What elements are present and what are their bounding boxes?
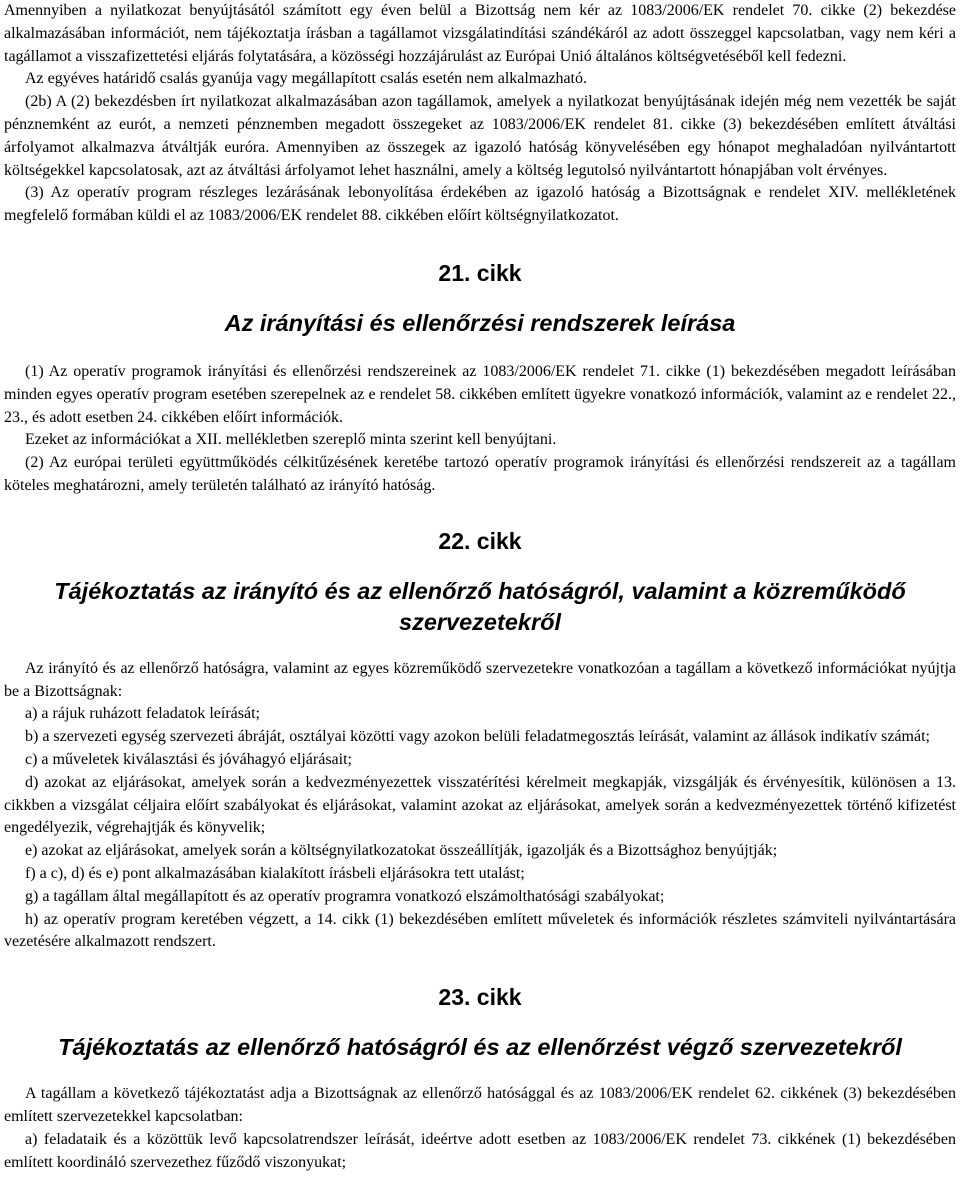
article-number: 23. cikk [438,984,522,1011]
article-paragraph: Ezeket az információkat a XII. mellékletben szereplő minta szerint kell benyújtani. [25,431,557,449]
list-item: c) a műveletek kiválasztási és jóváhagyó eljárásait; [25,750,352,768]
list-item: a) feladataik és a közöttük levő kapcsolatrendszer leírását, ideértve adott esetben az 1083/2006/EK rendelet 73. cikkének (1) bekezdésében említett koordináló szervezethez fűződő viszonyukat; [4,1130,956,1171]
article-number: 22. cikk [438,527,522,554]
article-paragraph: Az irányító és az ellenőrző hatóságra, valamint az egyes közreműködő szervezetekre vonatkozóan a tagállam a következő információkat nyújtja be a Bizottságnak: [4,659,956,700]
article-23 [4,954,956,1174]
article-21 [4,228,956,498]
list-item: g) a tagállam által megállapított és az operatív programra vonatkozó elszámolthatósági szabályokat; [25,887,665,905]
list-item: h) az operatív program keretében végzett, a 14. cikk (1) bekezdésében említett műveletek és információk részletes számviteli nyilvántartására vezetésére alkalmazott rendszert. [4,910,956,951]
list-item: f) a c), d) és e) pont alkalmazásában kialakított írásbeli eljárásokra tett utalást; [25,864,525,882]
article-title: Tájékoztatás az irányító és az ellenőrző hatóságról, valamint a közreműködő szervezetekről [54,577,906,635]
intro-paragraph: (3) Az operatív program részleges lezárásának lebonyolítása érdekében az igazoló hatóság a Bizottságnak e rendelet XIV. mellékletének megfelelő formában küldi el az 1083/2006/EK rendelet 88. cikkében előírt költségnyilatkozatot. [4,184,956,225]
intro-section [4,0,956,228]
list-item: b) a szervezeti egység szervezeti ábráját, osztályai közötti vagy azokon belüli feladatmegosztás leírását, valamint az állások indikatív számát; [25,728,930,746]
list-item: e) azokat az eljárásokat, amelyek során a költségnyilatkozatokat összeállítják, igazolják és a Bizottsághoz benyújtják; [25,842,778,860]
article-22 [4,498,956,954]
intro-paragraph: (2b) A (2) bekezdésben írt nyilatkozat alkalmazásában azon tagállamok, amelyek a nyilatkozat benyújtásának idején még nem vezették be saját pénznemként az eurót, a nemzeti pénznemben megadott összegeket az 1083/2006/EK rendelet 81. cikke (3) bekezdésében említett átváltási árfolyamot alkalmazva átváltják euróra. Amennyiben az összegek az igazoló hatóság könyvelésében egy hónapot meghaladóan nyilvántartott költségekkel kapcsolatosak, azt az átváltási árfolyamot lehet használni, amely a költség legutolsó nyilvántartott hónapjában volt érvényes. [4,93,956,179]
article-paragraph: (1) Az operatív programok irányítási és ellenőrzési rendszereinek az 1083/2006/EK rendelet 71. cikke (1) bekezdésében megadott leírásában minden egyes operatív program esetében szerepelnek az e rendelet 58. cikkében említett ügyekre vonatkozó információk, valamint az e rendelet 22., 23., és adott esetben 24. cikkében előírt információk. [4,362,956,426]
article-title: Az irányítási és ellenőrzési rendszerek leírása [224,309,736,336]
article-paragraph: A tagállam a következő tájékoztatást adja a Bizottságnak az ellenőrző hatósággal és az 1083/2006/EK rendelet 62. cikkének (3) bekezdésében említett szervezetekkel kapcsolatban: [4,1085,956,1125]
list-item: a) a rájuk ruházott feladatok leírását; [25,705,260,723]
article-paragraph: (2) Az európai területi együttműködés célkitűzésének keretébe tartozó operatív programok irányítási és ellenőrzési rendszereit az a tagállam köteles meghatározni, amely területén található az irányító hatóság. [4,454,956,494]
intro-paragraph: Az egyéves határidő csalás gyanúja vagy megállapított csalás esetén nem alkalmazható. [25,70,587,88]
intro-paragraph: Amennyiben a nyilatkozat benyújtásától számított egy éven belül a Bizottság nem kér az 1083/2006/EK rendelet 70. cikke (2) bekezdése alkalmazásában információt, nem tájékoztatja írásban a tagállamot vizsgálatindítási szándékáról az adott összeggel kapcsolatban, vagy nem kéri a tagállamot a visszafizettetési eljárás folytatására, a közösségi hozzájárulást az Európai Unió általános költségvetéséből kell fedezni. [4,2,956,65]
document-page [4,0,956,1174]
article-title: Tájékoztatás az ellenőrző hatóságról és az ellenőrzést végző szervezetekről [58,1034,902,1061]
article-number: 21. cikk [438,259,522,286]
list-item: d) azokat az eljárásokat, amelyek során a kedvezményezettek visszatérítési kérelmeit megkapják, vizsgálják és érvényesítik, különösen a 13. cikkben a vizsgálat céljaira előírt szabályokat és eljárásokat, valamint azokat az eljárásokat, amelyek során a kedvezményezettek történő kifizetést engedélyezik, végrehajtják és könyvelik; [4,773,956,837]
